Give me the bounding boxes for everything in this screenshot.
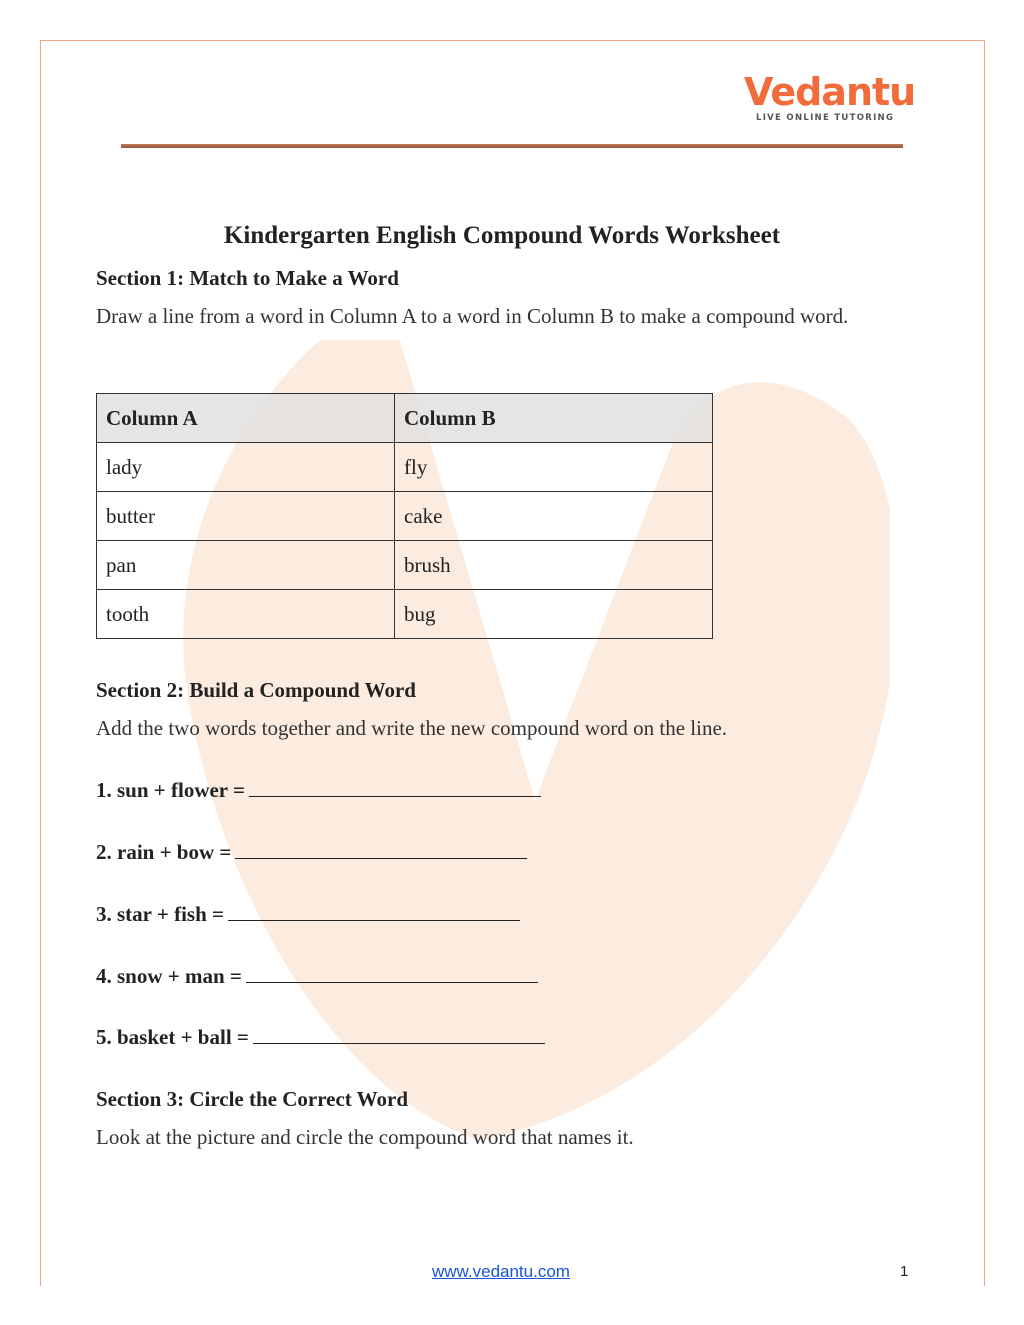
table-row [97,590,713,639]
question-text: 5. basket + ball = [96,1025,249,1049]
answer-line[interactable] [235,840,527,859]
section3-instruction: Look at the picture and circle the compound word that names it. [96,1125,634,1149]
page-number: 1 [900,1263,909,1280]
column-b-header: Column B [395,394,713,443]
column-a-cell: tooth [97,590,395,639]
question-2 [96,840,527,865]
header-rule [121,144,903,148]
question-3 [96,902,520,927]
footer-website-link[interactable]: www.vedantu.com [432,1262,570,1281]
column-b-cell: bug [395,590,713,639]
match-table [96,393,713,639]
column-b-cell: cake [395,492,713,541]
table-row [97,492,713,541]
answer-line[interactable] [246,964,538,983]
answer-line[interactable] [249,778,541,797]
page-title: Kindergarten English Compound Words Worksheet [223,222,781,249]
section1-instruction: Draw a line from a word in Column A to a word in Column B to make a compound word. [96,304,849,328]
table-header-row [97,394,713,443]
section3-heading: Section 3: Circle the Correct Word [96,1087,409,1111]
question-text: 3. star + fish = [96,902,224,926]
question-1 [96,778,541,803]
table-row [97,541,713,590]
question-4 [96,964,538,989]
section2-instruction: Add the two words together and write the new compound word on the line. [96,716,728,740]
column-a-cell: butter [97,492,395,541]
answer-line[interactable] [253,1025,545,1044]
question-text: 2. rain + bow = [96,840,232,864]
answer-line[interactable] [228,902,520,921]
logo-wordmark: Vedantu [744,70,916,114]
section2-heading: Section 2: Build a Compound Word [96,678,416,702]
section1-heading: Section 1: Match to Make a Word [96,266,399,290]
column-a-header: Column A [97,394,395,443]
table-row [97,443,713,492]
column-a-cell: lady [97,443,395,492]
question-5 [96,1025,545,1050]
question-text: 1. sun + flower = [96,778,245,802]
column-b-cell: brush [395,541,713,590]
vedantu-logo [744,70,916,132]
question-text: 4. snow + man = [96,964,242,988]
column-b-cell: fly [395,443,713,492]
column-a-cell: pan [97,541,395,590]
logo-tagline: LIVE ONLINE TUTORING [756,113,895,123]
